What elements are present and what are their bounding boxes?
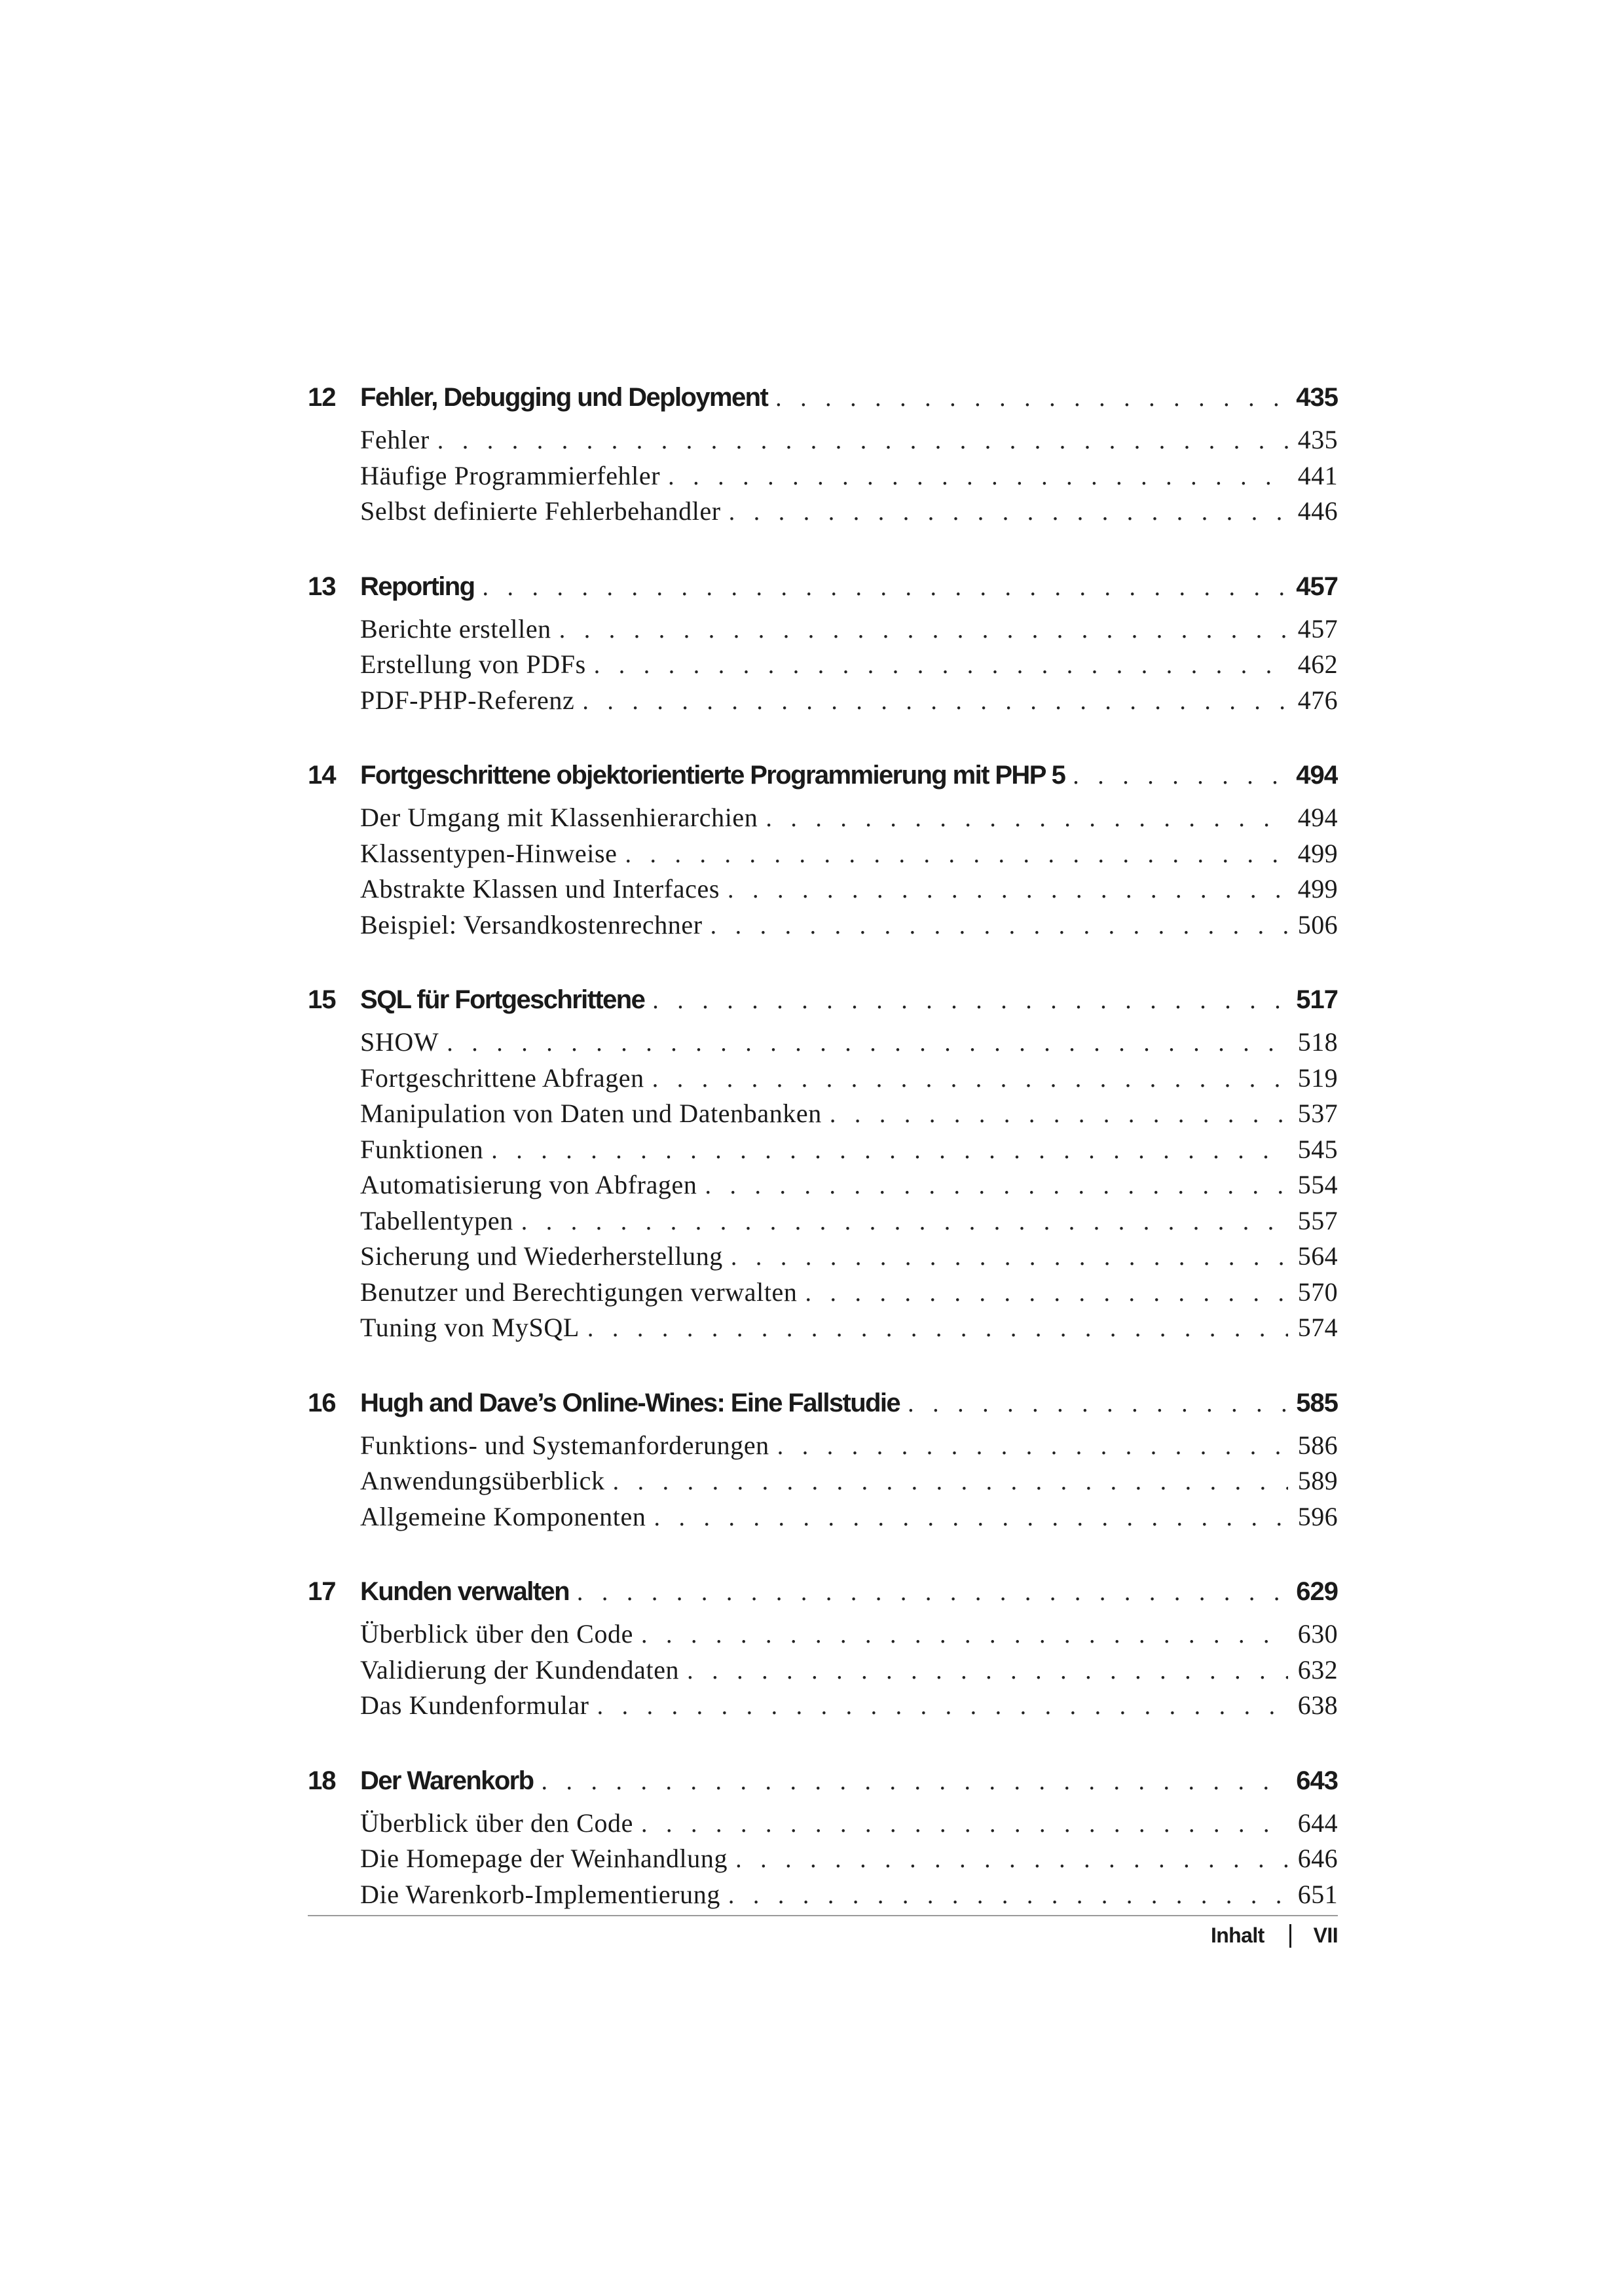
- section-page-number: 499: [1297, 838, 1338, 868]
- section-page-number: 441: [1297, 460, 1338, 490]
- dot-leader: [705, 1171, 1288, 1200]
- dot-leader: [908, 1389, 1289, 1418]
- section-page-number: 651: [1297, 1879, 1338, 1909]
- section-title: SHOW: [360, 1027, 439, 1057]
- dot-leader: [729, 498, 1288, 526]
- chapter-page-number: 517: [1296, 985, 1338, 1014]
- footer-section-label: Inhalt: [1210, 1923, 1264, 1947]
- section-page-number: 646: [1297, 1844, 1338, 1873]
- section-row: [308, 1690, 1338, 1726]
- toc-chapter: [308, 1766, 1338, 1915]
- chapter-title: Reporting: [360, 572, 475, 601]
- dot-leader: [641, 1620, 1288, 1649]
- chapter-row: [308, 1389, 1338, 1429]
- chapter-number: 16: [308, 1388, 336, 1417]
- section-title: Das Kundenformular: [360, 1690, 589, 1720]
- section-row: [308, 424, 1338, 460]
- section-page-number: 638: [1297, 1690, 1338, 1720]
- section-page-number: 435: [1297, 425, 1338, 454]
- section-title: Selbst definierte Fehlerbehandler: [360, 496, 721, 526]
- section-row: [308, 1027, 1338, 1063]
- dot-leader: [735, 1845, 1288, 1874]
- dot-leader: [641, 1810, 1288, 1838]
- section-row: [308, 838, 1338, 874]
- section-title: Manipulation von Daten und Datenbanken: [360, 1099, 822, 1128]
- page-footer: [1211, 1923, 1338, 1948]
- section-row: [308, 1654, 1338, 1690]
- chapter-number: 17: [308, 1577, 336, 1606]
- chapter-number: 14: [308, 761, 336, 790]
- dot-leader: [710, 911, 1288, 940]
- section-page-number: 586: [1297, 1430, 1338, 1460]
- chapter-row: [308, 1577, 1338, 1618]
- dot-leader: [805, 1279, 1288, 1307]
- section-title: Tabellentypen: [360, 1205, 513, 1235]
- section-row: [308, 649, 1338, 685]
- chapter-page-number: 629: [1296, 1577, 1338, 1606]
- section-row: [308, 1843, 1338, 1879]
- section-title: Sicherung und Wiederherstellung: [360, 1241, 723, 1271]
- section-title: Abstrakte Klassen und Interfaces: [360, 874, 720, 903]
- chapter-title: SQL für Fortgeschrittene: [360, 985, 645, 1014]
- toc-chapter: [308, 985, 1338, 1348]
- section-title: Beispiel: Versandkostenrechner: [360, 909, 703, 939]
- section-row: [308, 1465, 1338, 1501]
- dot-leader: [731, 1243, 1288, 1271]
- footer-separator: [1289, 1924, 1291, 1948]
- section-title: Der Umgang mit Klassenhierarchien: [360, 803, 758, 832]
- dot-leader: [766, 804, 1288, 833]
- chapter-page-number: 494: [1296, 761, 1338, 790]
- chapter-row: [308, 985, 1338, 1026]
- chapter-title: Hugh and Dave’s Online-Wines: Eine Fallstudie: [360, 1388, 900, 1417]
- section-page-number: 457: [1297, 613, 1338, 644]
- chapter-number: 13: [308, 572, 336, 601]
- section-title: Berichte erstellen: [360, 613, 551, 644]
- section-row: [308, 1808, 1338, 1844]
- dot-leader: [447, 1029, 1288, 1057]
- chapter-row: [308, 383, 1338, 424]
- section-page-number: 519: [1297, 1063, 1338, 1093]
- dot-leader: [652, 986, 1289, 1015]
- toc-chapter: [308, 1389, 1338, 1537]
- section-row: [308, 873, 1338, 909]
- section-page-number: 554: [1297, 1170, 1338, 1199]
- section-row: [308, 1430, 1338, 1466]
- section-page-number: 632: [1297, 1654, 1338, 1685]
- section-title: Tuning von MySQL: [360, 1313, 580, 1342]
- section-page-number: 570: [1297, 1277, 1338, 1307]
- section-page-number: 506: [1297, 909, 1338, 939]
- dot-leader: [541, 1767, 1289, 1796]
- table-of-contents: [308, 383, 1338, 1955]
- section-page-number: 494: [1297, 803, 1338, 832]
- section-row: [308, 1618, 1338, 1654]
- section-title: Anwendungsüberblick: [360, 1466, 605, 1495]
- chapter-page-number: 643: [1296, 1766, 1338, 1795]
- dot-leader: [597, 1692, 1288, 1721]
- section-row: [308, 460, 1338, 496]
- dot-leader: [652, 1065, 1288, 1093]
- section-row: [308, 1879, 1338, 1915]
- section-title: Die Homepage der Weinhandlung: [360, 1844, 728, 1873]
- section-title: Validierung der Kundendaten: [360, 1654, 680, 1685]
- dot-leader: [668, 462, 1288, 491]
- section-title: Die Warenkorb-Implementierung: [360, 1879, 720, 1909]
- chapter-title: Der Warenkorb: [360, 1766, 534, 1795]
- section-row: [308, 685, 1338, 721]
- dot-leader: [594, 651, 1288, 680]
- section-page-number: 499: [1297, 874, 1338, 903]
- chapter-title: Kunden verwalten: [360, 1577, 569, 1606]
- dot-leader: [687, 1656, 1288, 1685]
- section-title: Überblick über den Code: [360, 1808, 634, 1838]
- dot-leader: [625, 840, 1288, 869]
- dot-leader: [521, 1207, 1288, 1236]
- section-page-number: 589: [1297, 1466, 1338, 1495]
- section-row: [308, 1277, 1338, 1313]
- dot-leader: [491, 1136, 1288, 1165]
- dot-leader: [777, 1432, 1288, 1461]
- dot-leader: [654, 1503, 1288, 1532]
- dot-leader: [728, 1881, 1288, 1910]
- chapter-title: Fehler, Debugging und Deployment: [360, 383, 768, 412]
- section-row: [308, 1063, 1338, 1099]
- section-title: Automatisierung von Abfragen: [360, 1170, 697, 1199]
- toc-chapter: [308, 761, 1338, 945]
- section-row: [308, 496, 1338, 532]
- section-page-number: 476: [1297, 685, 1338, 715]
- section-page-number: 564: [1297, 1241, 1338, 1271]
- chapter-row: [308, 572, 1338, 613]
- section-row: [308, 1501, 1338, 1537]
- section-page-number: 545: [1297, 1134, 1338, 1164]
- section-title: Häufige Programmierfehler: [360, 460, 661, 490]
- dot-leader: [830, 1100, 1288, 1129]
- section-title: Funktionen: [360, 1134, 484, 1164]
- section-title: Allgemeine Komponenten: [360, 1501, 646, 1531]
- chapter-number: 15: [308, 985, 336, 1014]
- section-page-number: 518: [1297, 1027, 1338, 1057]
- dot-leader: [582, 687, 1288, 716]
- section-row: [308, 1098, 1338, 1134]
- section-page-number: 537: [1297, 1099, 1338, 1128]
- section-row: [308, 613, 1338, 649]
- section-row: [308, 909, 1338, 945]
- chapter-number: 12: [308, 383, 336, 412]
- section-page-number: 596: [1297, 1501, 1338, 1531]
- chapter-page-number: 585: [1296, 1388, 1338, 1417]
- footer-page-number: VII: [1313, 1923, 1338, 1947]
- section-title: PDF-PHP-Referenz: [360, 685, 575, 715]
- footer-rule: [308, 1915, 1338, 1916]
- dot-leader: [437, 426, 1288, 455]
- section-title: Fehler: [360, 425, 430, 454]
- toc-chapter: [308, 383, 1338, 532]
- chapter-row: [308, 1766, 1338, 1807]
- dot-leader: [775, 384, 1289, 412]
- chapter-page-number: 435: [1296, 383, 1338, 412]
- section-title: Funktions- und Systemanforderungen: [360, 1430, 769, 1460]
- toc-chapter: [308, 1577, 1338, 1726]
- section-row: [308, 1312, 1338, 1348]
- chapter-number: 18: [308, 1766, 336, 1795]
- section-row: [308, 1241, 1338, 1277]
- section-title: Erstellung von PDFs: [360, 649, 586, 679]
- section-row: [308, 1134, 1338, 1170]
- section-page-number: 574: [1297, 1313, 1338, 1342]
- dot-leader: [1073, 761, 1289, 790]
- dot-leader: [559, 615, 1288, 644]
- section-page-number: 557: [1297, 1205, 1338, 1235]
- section-page-number: 644: [1297, 1808, 1338, 1838]
- section-page-number: 446: [1297, 496, 1338, 526]
- section-row: [308, 1169, 1338, 1205]
- chapter-page-number: 457: [1296, 572, 1338, 601]
- dot-leader: [728, 875, 1288, 904]
- section-title: Fortgeschrittene Abfragen: [360, 1063, 644, 1093]
- dot-leader: [482, 573, 1289, 602]
- section-row: [308, 1205, 1338, 1241]
- chapter-title: Fortgeschrittene objektorientierte Programmierung mit PHP 5: [360, 761, 1065, 790]
- section-row: [308, 802, 1338, 838]
- section-page-number: 630: [1297, 1619, 1338, 1649]
- dot-leader: [587, 1314, 1288, 1343]
- toc-chapter: [308, 572, 1338, 721]
- dot-leader: [577, 1578, 1289, 1607]
- section-title: Überblick über den Code: [360, 1619, 634, 1649]
- section-page-number: 462: [1297, 649, 1338, 679]
- chapter-row: [308, 761, 1338, 801]
- section-title: Klassentypen-Hinweise: [360, 838, 618, 868]
- dot-leader: [613, 1467, 1288, 1496]
- section-title: Benutzer und Berechtigungen verwalten: [360, 1277, 798, 1307]
